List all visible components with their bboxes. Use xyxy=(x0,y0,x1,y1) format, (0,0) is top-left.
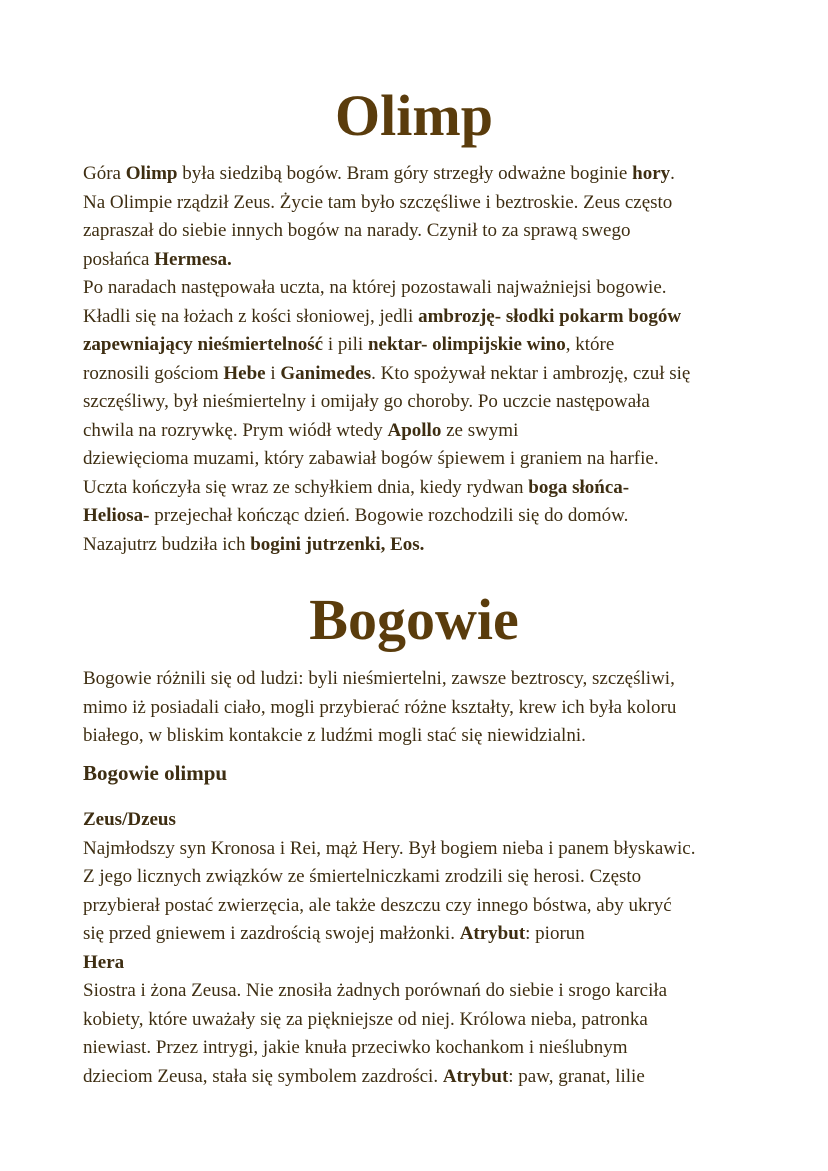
god-entry-zeus xyxy=(83,806,763,949)
text-run: niewiast. Przez intrygi, jakie knuła przeciwko kochankom i nieślubnym xyxy=(83,1037,628,1058)
text-run: białego, w bliskim kontakcie z ludźmi mogli stać się niewidzialni. xyxy=(83,725,586,746)
text-run: , które xyxy=(565,334,615,355)
bold-text: boga słońca- xyxy=(528,476,630,498)
text-run: . xyxy=(670,163,675,184)
text-run: chwila na rozrywkę. Prym wiódł wtedy xyxy=(83,419,388,441)
text-run: Siostra i żona Zeusa. Nie znosiła żadnych porównań do siebie i srogo karciła xyxy=(83,980,668,1001)
text-run: posłańca xyxy=(83,248,155,270)
text-run: i xyxy=(265,362,281,384)
text-run: roznosili gościom xyxy=(83,362,224,384)
paragraph-bogowie xyxy=(83,665,763,751)
bold-text: Apollo xyxy=(387,419,442,441)
text-run: Nazajutrz budziła ich xyxy=(83,533,251,555)
text-run: się przed gniewem i zazdrością swojej małżonki. xyxy=(83,923,460,944)
god-entry-hera xyxy=(83,949,763,1092)
text-run: szczęśliwy, był nieśmiertelny i omijały go choroby. Po uczcie następowała xyxy=(83,391,650,412)
gods-list xyxy=(83,806,763,1091)
text-run: Góra xyxy=(83,163,126,184)
bold-text: ambrozję- słodki pokarm bogów xyxy=(418,305,682,327)
text-run: ze swymi xyxy=(441,419,519,441)
god-description xyxy=(83,835,763,949)
text-run: Najmłodszy syn Kronosa i Rei, mąż Hery. Był bogiem nieba i panem błyskawic. xyxy=(83,837,696,859)
text-run: dziewięcioma muzami, który zabawiał bogów śpiewem i graniem na harfie. xyxy=(83,448,659,469)
god-name: Zeus/Dzeus xyxy=(83,809,176,830)
bold-text: bogini jutrzenki, Eos. xyxy=(250,533,425,555)
text-run: Z jego licznych związków ze śmiertelniczkami zrodzili się herosi. Często xyxy=(83,866,642,887)
god-description xyxy=(83,977,763,1091)
bold-text: hory xyxy=(632,163,671,184)
bold-text: Hermesa. xyxy=(154,248,232,270)
text-run: i pili xyxy=(323,334,368,355)
god-name: Hera xyxy=(83,951,125,973)
bold-text: Ganimedes xyxy=(280,362,372,384)
bold-text: Atrybut xyxy=(459,923,526,944)
text-run: była siedzibą bogów. Bram góry strzegły odważne boginie xyxy=(177,163,633,184)
text-run: przejechał kończąc dzień. Bogowie rozchodzili się do domów. xyxy=(149,505,629,526)
bold-text: Atrybut xyxy=(442,1065,509,1087)
title-olimp: Olimp xyxy=(335,83,493,148)
text-run: Bogowie różnili się od ludzi: byli nieśmiertelni, zawsze beztroscy, szczęśliwi, xyxy=(83,668,675,689)
bold-text: Olimp xyxy=(125,163,178,184)
text-run: Uczta kończyła się wraz ze schyłkiem dnia, kiedy rydwan xyxy=(83,476,529,498)
title-bogowie: Bogowie xyxy=(309,587,519,652)
subheading-bogowie-olimpu: Bogowie olimpu xyxy=(83,761,228,785)
text-run: : paw, granat, lilie xyxy=(508,1065,645,1087)
text-run: Kładli się na łożach z kości słoniowej, jedli xyxy=(83,305,419,327)
bold-text: nektar- olimpijskie wino xyxy=(367,334,566,355)
text-run: przybierał postać zwierzęcia, ale także deszczu czy innego bóstwa, aby ukryć xyxy=(83,894,672,916)
text-run: zapraszał do siebie innych bogów na narady. Czynił to za sprawą swego xyxy=(83,220,631,241)
text-run: Na Olimpie rządził Zeus. Życie tam było szczęśliwe i beztroskie. Zeus często xyxy=(83,191,673,213)
bold-text: Heliosa- xyxy=(83,505,150,526)
paragraph-olimp xyxy=(83,160,763,559)
text-run: . Kto spożywał nektar i ambrozję, czuł się xyxy=(371,362,691,384)
text-run: dzieciom Zeusa, stała się symbolem zazdrości. xyxy=(83,1065,443,1087)
text-run: Po naradach następowała uczta, na której pozostawali najważniejsi bogowie. xyxy=(83,277,667,298)
text-run: : piorun xyxy=(525,923,585,944)
bold-text: Hebe xyxy=(223,362,266,384)
text-run: kobiety, które uważały się za piękniejsze od niej. Królowa nieba, patronka xyxy=(83,1008,648,1030)
text-run: mimo iż posiadali ciało, mogli przybierać różne kształty, krew ich była koloru xyxy=(83,696,677,718)
bold-text: zapewniający nieśmiertelność xyxy=(83,334,324,355)
